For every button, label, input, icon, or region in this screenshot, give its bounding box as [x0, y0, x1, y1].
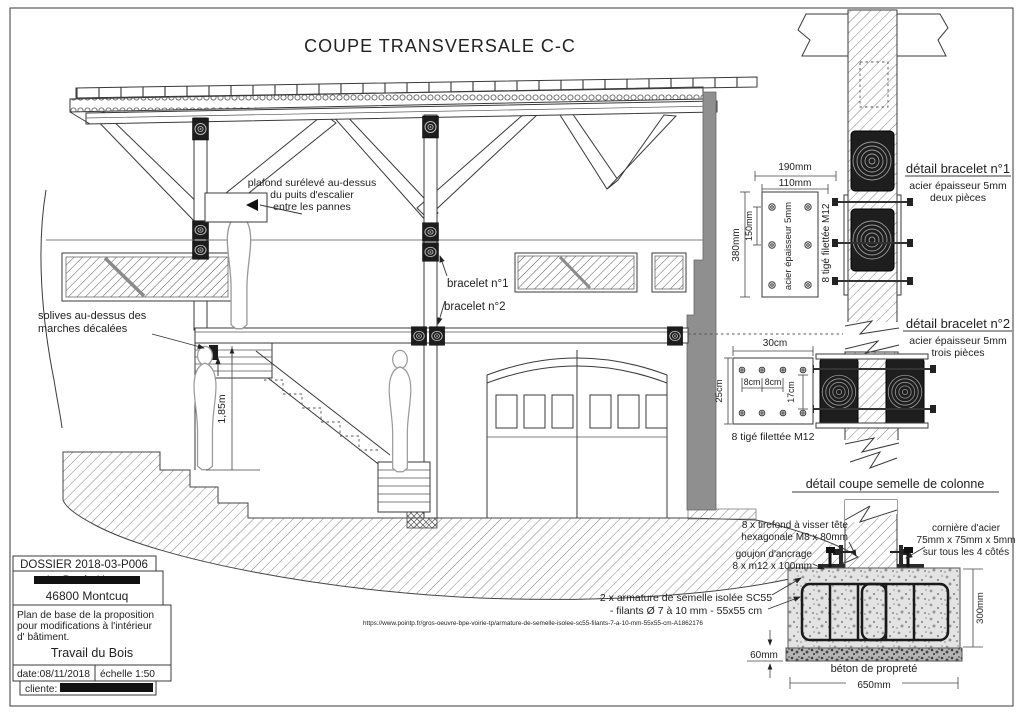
detail2-dim-17: 17cm [786, 381, 796, 403]
detail1-dim-190: 190mm [778, 162, 812, 173]
description-l2: pour modifications à l'intérieur [17, 621, 153, 632]
detail-bracelet-2 [808, 316, 1012, 476]
left-wall-curve [41, 190, 62, 428]
armature-label-l1: 2 x armature de semelle isolée SC55 [599, 592, 773, 604]
detail1-dim-150: 150mm [744, 210, 754, 242]
tirefond-label-l1: 8 x tirefond à visser tête [741, 520, 848, 531]
detail1-spec2: deux pièces [929, 192, 987, 204]
gray-wall [687, 92, 716, 510]
height-dimension-label: 1,85m [216, 394, 228, 424]
date-field: date:08/11/2018 [17, 669, 90, 680]
detail1-rod-label: 8 tigé filettée M12 [821, 203, 832, 283]
scale-field: échelle 1:50 [100, 669, 155, 680]
company-name: Travail du Bois [50, 646, 134, 660]
description-l3: d' bâtiment. [17, 632, 70, 643]
footing-dim-300: 300mm [975, 592, 986, 624]
footing-heading: détail coupe semelle de colonne [805, 477, 985, 491]
armature-label-l2: - filants Ø 7 à 10 mm - 55x55 cm [609, 605, 763, 617]
detail1-dim-380: 380mm [731, 228, 742, 262]
solives-label-l2: marches décalées [38, 323, 128, 335]
corniere-label-l3: sur tous les 4 côtés [922, 547, 1010, 558]
detail2-spec2: trois pièces [931, 347, 985, 359]
bracelet2-label: bracelet n°2 [444, 301, 506, 313]
footing-dim-650: 650mm [857, 680, 891, 691]
solives-annotation [38, 310, 218, 376]
footing-dim-60: 60mm [750, 650, 778, 661]
goujon-label-l1: goujon d'ancrage [735, 549, 812, 560]
roof-braces [92, 112, 676, 223]
tirefond-label-l2: hexagonale M8 x 80mm [741, 532, 848, 543]
page-title: COUPE TRANSVERSALE C-C [304, 36, 576, 56]
concrete-footing [788, 568, 960, 648]
corniere-label-l2: 75mm x 75mm x 5mm [916, 535, 1016, 546]
middle-post [424, 115, 437, 518]
detail2-spec1: acier épaisseur 5mm [909, 335, 1007, 347]
roof [70, 77, 757, 124]
bracket-hardware [193, 116, 683, 345]
plafond-label-l1: plafond surélevé au-dessus [247, 177, 377, 189]
address-city: 46800 Montcuq [45, 589, 129, 603]
proprete-layer [786, 648, 962, 661]
detail2-rod-label: 8 tigé filettée M12 [731, 431, 815, 443]
description-l1: Plan de base de la proposition [17, 610, 155, 621]
detail2-dim-8b: 8cm [764, 377, 782, 387]
plate-detail-2 [714, 338, 815, 443]
main-cross-section [38, 77, 858, 599]
dossier-number: DOSSIER 2018-03-P006 [20, 559, 148, 571]
detail1-plate-text: acier épaisseur 5mm [783, 201, 794, 291]
redaction-bar [34, 576, 140, 584]
windows [62, 253, 686, 301]
figure-lower-middle [389, 350, 411, 471]
goujon-label-l2: 8 x m12 x 100mm [732, 561, 812, 572]
proprete-label: béton de propreté [830, 663, 918, 675]
detail1-heading: détail bracelet n°1 [905, 161, 1011, 176]
detail1-spec1: acier épaisseur 5mm [909, 180, 1007, 192]
terrain [63, 452, 858, 599]
garage-door [487, 350, 667, 518]
detail2-heading: détail bracelet n°2 [905, 316, 1011, 331]
plate-detail-1 [731, 162, 836, 297]
bracelet-labels [438, 256, 509, 324]
plafond-label-l3: entre les pannes [273, 201, 351, 213]
detail-bracelet-1 [798, 10, 1011, 354]
corniere-label-l1: cornière d'acier [931, 523, 1001, 534]
client-label: cliente: [25, 684, 58, 695]
detail2-dim-8a: 8cm [743, 377, 761, 387]
garage-door-panels [496, 395, 667, 428]
title-block [13, 556, 171, 695]
bracelet1-label: bracelet n°1 [447, 278, 509, 290]
floor-beam [195, 328, 843, 343]
detail2-dim-25: 25cm [714, 379, 725, 403]
plafond-annotation [205, 177, 376, 222]
client-redaction-bar [60, 683, 153, 692]
detail1-dim-110: 110mm [778, 178, 812, 189]
detail2-dim-30: 30cm [762, 338, 788, 349]
plafond-label-l2: du puits d'escalier [270, 189, 354, 201]
armature-url: https://www.pointp.fr/gros-oeuvre-bpe-voirie-tp/armature-de-semelle-isolee-sc55-filants-7-a-10-mm-55x55-cm-A1862176 [363, 620, 703, 627]
solives-label-l1: solives au-dessus des [38, 310, 147, 322]
